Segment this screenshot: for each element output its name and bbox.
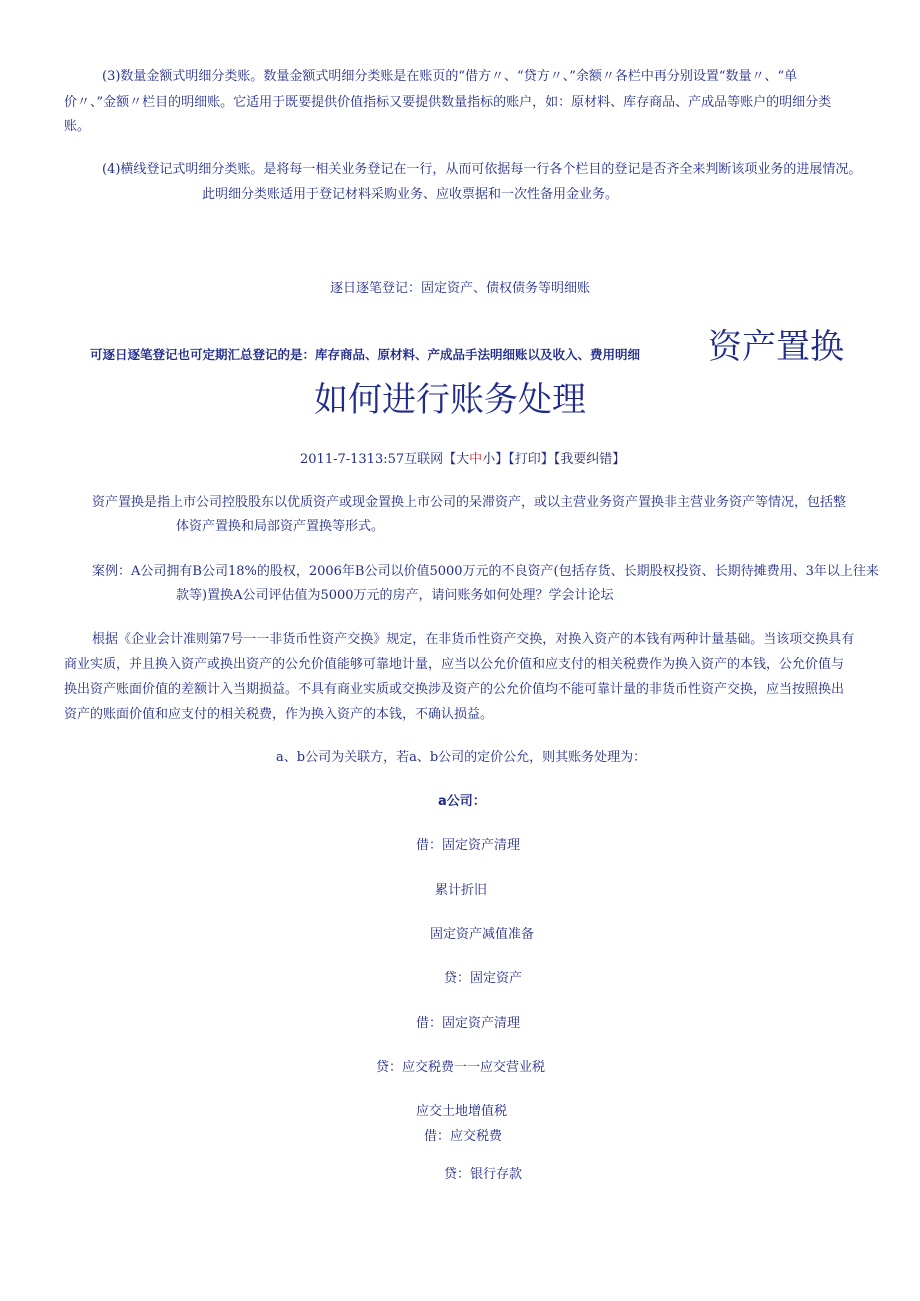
report-error-link[interactable]: 【我要纠错】	[553, 452, 626, 467]
item3-line1: (3)数量金额式明细分类账。数量金额式明细分类账是在账页的“借方〃、“贷方〃、”余额〃各栏中再分别设置“数量〃、“单	[102, 69, 798, 84]
entry-impairment-provision: 固定资产减值准备	[430, 927, 535, 942]
entry-credit-business-tax: 贷：应交税费一一应交营业税	[376, 1060, 546, 1075]
company-a-heading: a公司：	[438, 794, 486, 809]
either-record-note: 可逐日逐笔登记也可定期汇总登记的是：库存商品、原材料、产成品手法明细账以及收入、费用明细	[90, 347, 641, 362]
font-size-medium-link[interactable]: 中	[469, 452, 483, 467]
article-title-part2: 如何进行账务处理	[314, 380, 586, 420]
meta-close-bracket: 】	[495, 452, 509, 467]
rule-line2: 商业实质，并且换入资产或换出资产的公允价值能够可靠地计量，应当以公允价值和应支付的相关税费作为换入资产的本钱，公允价值与	[64, 657, 845, 672]
entry-credit-fixed-assets: 贷：固定资产	[444, 971, 523, 986]
intro-line1: 资产置换是指上市公司控股股东以优质资产或现金置换上市公司的呆滞资产，或以主营业务资产置换非主营业务资产等情况，包括整	[92, 495, 847, 510]
item4-line2: 此明细分类账适用于登记材料采购业务、应收票据和一次性备用金业务。	[202, 187, 619, 202]
article-meta	[300, 451, 625, 469]
entry-debit-disposal-2: 借：固定资产清理	[416, 1016, 521, 1031]
case-line1: 案例：A公司拥有B公司18%的股权，2006年B公司以价值5000万元的不良资产(包括存货、长期股权投资、长期待摊费用、3年以上往来	[92, 564, 879, 579]
related-parties-note: a、b公司为关联方，若a、b公司的定价公允，则其账务处理为：	[276, 750, 647, 765]
item3-line2: 价〃、”金额〃栏目的明细账。它适用于既要提供价值指标又要提供数量指标的账户，如：原材料、库存商品、产成品等账户的明细分类	[64, 95, 832, 110]
font-size-small-link[interactable]: 小	[482, 452, 496, 467]
font-size-large-link[interactable]: 大	[456, 452, 470, 467]
entry-accumulated-depreciation: 累计折旧	[435, 883, 488, 898]
entry-debit-disposal: 借：固定资产清理	[416, 838, 521, 853]
entry-land-vat: 应交土地增值税	[416, 1104, 508, 1119]
daily-record-note: 逐日逐笔登记：固定资产、债权债务等明细账	[330, 281, 591, 296]
article-title-part1: 资产置换	[708, 327, 844, 367]
entry-debit-taxes-payable: 借：应交税费	[424, 1129, 503, 1144]
rule-line4: 资产的账面价值和应支付的相关税费，作为换入资产的本钱，不确认损益。	[64, 707, 494, 722]
intro-line2: 体资产置换和局部资产置换等形式。	[176, 519, 385, 534]
rule-line1: 根据《企业会计准则第7号一一非货币性资产交换》规定，在非货币性资产交换，对换入资产的本钱有两种计量基础。当该项交换具有	[92, 632, 855, 647]
article-date-source: 2011-7-1313:57互联网【	[300, 452, 457, 467]
print-link[interactable]: 【打印】	[508, 452, 554, 467]
entry-credit-bank-deposit: 贷：银行存款	[444, 1167, 523, 1182]
item3-line3: 账。	[64, 119, 91, 134]
item4-line1: (4)横线登记式明细分类账。是将每一相关业务登记在一行，从而可依据每一行各个栏目的登记是否齐全来判断该项业务的进展情况。	[102, 162, 862, 177]
rule-line3: 换出资产账面价值的差额计入当期损益。不具有商业实质或交换涉及资产的公允价值均不能可靠计量的非货币性资产交换，应当按照换出	[64, 682, 845, 697]
case-line2: 款等)置换A公司评估值为5000万元的房产，请问账务如何处理？学会计论坛	[176, 588, 614, 603]
